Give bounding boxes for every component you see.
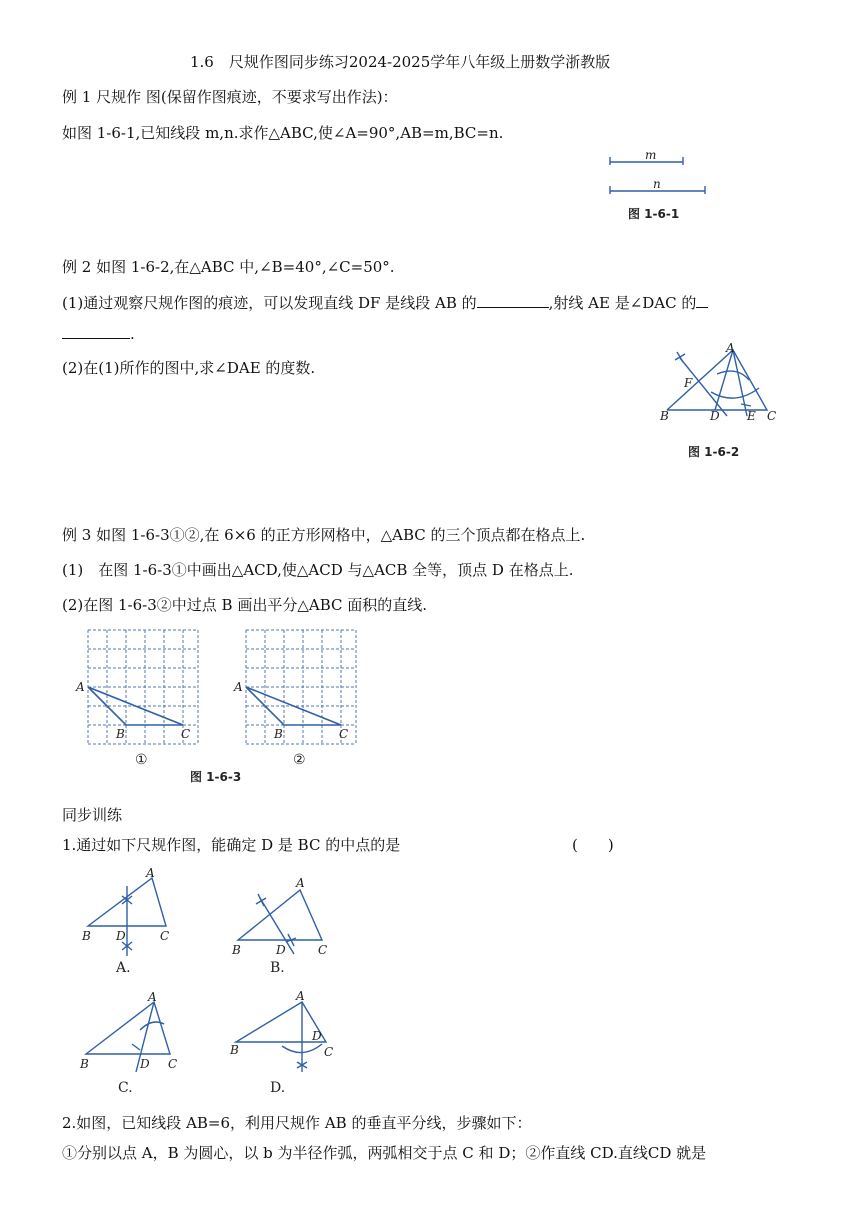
opt-b-label-b: B bbox=[232, 943, 241, 957]
answer-blank-2a[interactable] bbox=[696, 293, 708, 308]
grid2-label-b: B bbox=[274, 727, 283, 741]
opt-c-label-c: C bbox=[168, 1057, 178, 1071]
training-question-2-steps: ①分别以点 A，B 为圆心，以 b 为半径作弧，两弧相交于点 C 和 D；②作直线 CD.直线CD 就是 bbox=[62, 1144, 707, 1162]
ex2-q1-part-a: (1)通过观察尺规作图的痕迹，可以发现直线 DF 是线段 AB 的 bbox=[62, 294, 477, 312]
fig-1-6-3-caption: 图 1-6-3 bbox=[190, 770, 242, 784]
training-heading: 同步训练 bbox=[62, 806, 123, 824]
option-d-label: D. bbox=[270, 1080, 286, 1096]
page-title: 1.6 尺规作图同步练习2024-2025学年八年级上册数学浙教版 bbox=[190, 53, 611, 71]
fig2-label-f: F bbox=[684, 376, 693, 390]
opt-a-label-b: B bbox=[82, 929, 91, 943]
training-question-2: 2.如图，已知线段 AB=6，利用尺规作 AB 的垂直平分线，步骤如下： bbox=[62, 1114, 532, 1132]
grid2-label-a: A bbox=[234, 680, 243, 694]
ex2-question-1-cont bbox=[62, 324, 135, 344]
grid1-label-b: B bbox=[116, 727, 125, 741]
opt-c-label-d: D bbox=[140, 1057, 150, 1071]
grid2-number: ② bbox=[293, 752, 306, 768]
opt-d-label-d: D bbox=[312, 1029, 322, 1043]
ex2-question-2: (2)在(1)所作的图中,求∠DAE 的度数. bbox=[62, 359, 316, 377]
option-c-label: C. bbox=[118, 1080, 133, 1096]
fig-1-6-1-caption: 图 1-6-1 bbox=[628, 207, 680, 221]
ex3-question-2: (2)在图 1-6-3②中过点 B 画出平分△ABC 面积的直线. bbox=[62, 596, 428, 614]
opt-b-label-d: D bbox=[276, 943, 286, 957]
grid1-number: ① bbox=[135, 752, 148, 768]
segment-m-label: m bbox=[645, 148, 657, 162]
fig2-label-a: A bbox=[726, 341, 735, 355]
option-b-figure bbox=[230, 868, 340, 978]
ex2-q1-part-c: . bbox=[130, 325, 135, 343]
opt-c-label-a: A bbox=[148, 990, 157, 1004]
ex3-question-1: (1) 在图 1-6-3①中画出△ACD,使△ACD 与△ACB 全等，顶点 D 在格点上. bbox=[62, 561, 574, 579]
figure-1-6-3-grid-2 bbox=[234, 628, 358, 768]
opt-a-label-a: A bbox=[146, 866, 155, 880]
option-d-figure bbox=[230, 990, 350, 1100]
figure-1-6-1 bbox=[605, 148, 715, 198]
figure-1-6-2 bbox=[655, 340, 785, 430]
ex1-instruction: 例 1 尺规作 图(保留作图痕迹，不要求写出作法)： bbox=[62, 88, 398, 106]
grid1-label-c: C bbox=[181, 727, 191, 741]
option-c-figure bbox=[80, 990, 190, 1100]
answer-blank-2b[interactable] bbox=[62, 324, 130, 339]
training-question-1: 1.通过如下尺规作图，能确定 D 是 BC 的中点的是 bbox=[62, 836, 401, 854]
grid1-label-a: A bbox=[76, 680, 85, 694]
opt-d-label-c: C bbox=[324, 1045, 334, 1059]
fig2-label-d: D bbox=[710, 409, 720, 423]
grid2-label-c: C bbox=[339, 727, 349, 741]
figure-1-6-3-grid-1 bbox=[76, 628, 200, 768]
answer-parentheses[interactable]: ( ) bbox=[572, 836, 614, 854]
fig2-label-c: C bbox=[767, 409, 777, 423]
ex3-problem: 例 3 如图 1-6-3①②,在 6×6 的正方形网格中，△ABC 的三个顶点都在格点上. bbox=[62, 526, 586, 544]
ex2-q1-part-b: ,射线 AE 是∠DAC 的 bbox=[548, 294, 697, 312]
option-b-label: B. bbox=[270, 960, 285, 976]
option-a-figure bbox=[80, 868, 190, 978]
fig2-label-e: E bbox=[747, 409, 756, 423]
ex2-question-1 bbox=[62, 293, 708, 313]
fig-1-6-2-caption: 图 1-6-2 bbox=[688, 445, 740, 459]
opt-a-label-d: D bbox=[116, 929, 126, 943]
ex1-problem: 如图 1-6-1,已知线段 m,n.求作△ABC,使∠A=90°,AB=m,BC=n. bbox=[62, 124, 504, 142]
ex2-problem: 例 2 如图 1-6-2,在△ABC 中,∠B=40°,∠C=50°. bbox=[62, 258, 395, 276]
answer-blank-1[interactable] bbox=[477, 293, 549, 308]
opt-d-label-b: B bbox=[230, 1043, 239, 1057]
option-a-label: A. bbox=[116, 960, 131, 976]
ray-ae bbox=[733, 350, 747, 416]
opt-d-label-a: A bbox=[296, 989, 305, 1003]
opt-a-label-c: C bbox=[160, 929, 170, 943]
fig2-label-b: B bbox=[660, 409, 669, 423]
segment-n-label: n bbox=[653, 177, 661, 191]
opt-b-label-a: A bbox=[296, 876, 305, 890]
opt-b-label-c: C bbox=[318, 943, 328, 957]
opt-c-label-b: B bbox=[80, 1057, 89, 1071]
